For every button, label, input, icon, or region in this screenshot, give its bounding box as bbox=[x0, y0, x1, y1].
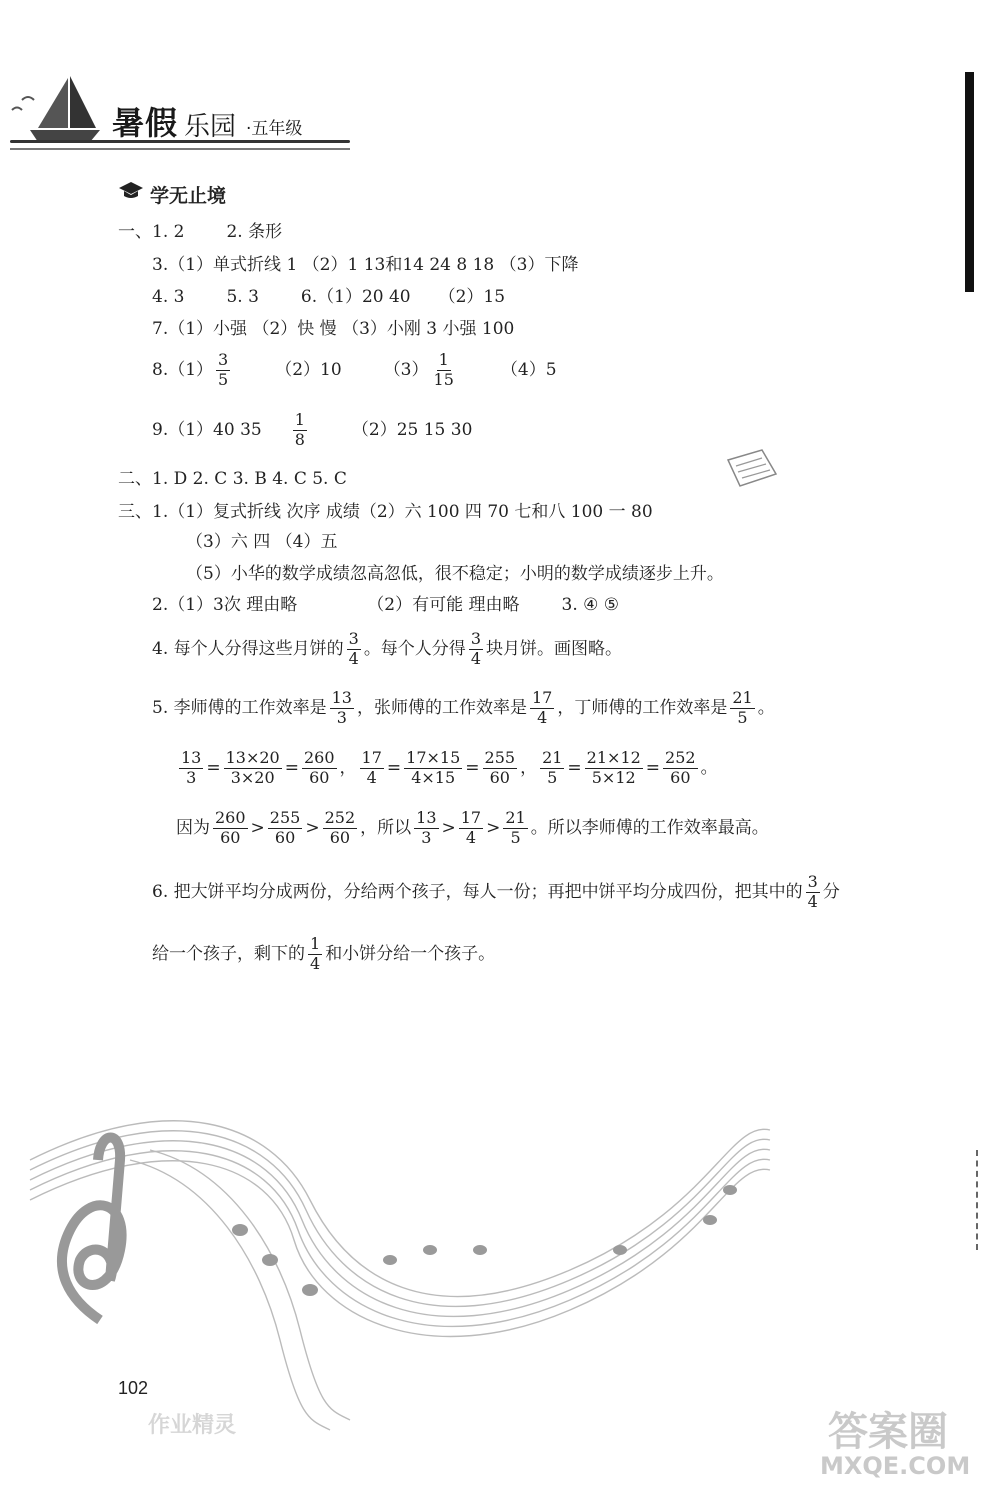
fraction: $\frac{3}{5}$ bbox=[218, 350, 229, 389]
page-edge-dashes bbox=[976, 1150, 980, 1250]
fraction: $\frac{3}{4}$ bbox=[348, 629, 359, 668]
answer-three-line-6: 6. 把大饼平均分成两份，分给两个孩子，每人一份；再把中饼平均分成四份，把其中的 $\frac{3}{4}$ 分 bbox=[152, 872, 840, 911]
answer-line-1 bbox=[118, 224, 282, 241]
paper-sticker-icon bbox=[722, 446, 782, 492]
page-number: 102 bbox=[118, 1378, 149, 1398]
page-edge-shadow bbox=[965, 72, 974, 292]
header-underline bbox=[10, 140, 350, 143]
fraction: $\frac{13}{3}$ bbox=[331, 688, 352, 727]
fraction: $\frac{3}{4}$ bbox=[470, 629, 481, 668]
answer-line-7: 7.（1）小强 （2）快 慢 （3）小刚 3 小强 100 bbox=[152, 319, 515, 339]
answer-line-4: 4. 3 5. 3 6.（1）20 40 （2）15 bbox=[152, 287, 506, 307]
fraction: $\frac{21}{5}$ bbox=[732, 688, 753, 727]
answer-three-because: 因为 $\frac{260}{60}$ > $\frac{255}{60}$ > $\frac{252}{60}$ ，所以 $\frac{13}{3}$ > $\frac{17}{4}$ > $\frac{21}{5}$ 。所以李师傅的工作效率最高。 bbox=[176, 808, 769, 847]
header-subtitle: 乐园 bbox=[184, 112, 237, 142]
answer-three-line-6b: 给一个孩子，剩下的 $\frac{1}{4}$ 和小饼分给一个孩子。 bbox=[152, 934, 496, 973]
answer-line-8: 8.（1） $\frac{3}{5}$ （2）10 （3） $\frac{1}{15}$ （4）5 bbox=[152, 350, 557, 389]
watermark-left: 作业精灵 bbox=[148, 1413, 237, 1438]
header-title: 暑假 bbox=[112, 104, 179, 142]
answer-line-9: 9.（1）40 35 $\frac{1}{8}$ （2）25 15 30 bbox=[152, 410, 473, 449]
header-underline-2 bbox=[10, 148, 350, 150]
answer-three-line-2: 2.（1）3次 理由略 （2）有可能 理由略 3. ④ ⑤ bbox=[152, 595, 620, 615]
answer-line-3: 3.（1）单式折线 1 （2）1 13和14 24 8 18 （3）下降 bbox=[152, 255, 579, 275]
fraction: $\frac{1}{15}$ bbox=[433, 350, 454, 389]
answer-three-line-5: 5. 李师傅的工作效率是 $\frac{13}{3}$ ，张师傅的工作效率是 $\frac{17}{4}$ ，丁师傅的工作效率是 $\frac{21}{5}$ 。 bbox=[152, 688, 775, 727]
answer-three-line-1: 三、1.（1）复式折线 次序 成绩（2）六 100 四 70 七和八 100 一 80 bbox=[118, 502, 653, 522]
answer-1: 一、1. 2 bbox=[118, 222, 185, 242]
header-grade: ·五年级 bbox=[246, 119, 303, 139]
sailboat-icon bbox=[8, 70, 108, 150]
watermark-right: 答案圈 bbox=[828, 1409, 948, 1455]
watermark-url: MXQE.COM bbox=[820, 1452, 971, 1480]
answer-three-line-1b: （3）六 四 （4）五 bbox=[186, 532, 338, 552]
answer-2: 2. 条形 bbox=[226, 222, 283, 242]
answer-part-two: 二、1. D 2. C 3. B 4. C 5. C bbox=[118, 469, 347, 489]
answer-three-line-4: 4. 每个人分得这些月饼的 $\frac{3}{4}$ 。每个人分得 $\frac{3}{4}$ 块月饼。画图略。 bbox=[152, 629, 622, 668]
fraction: $\frac{17}{4}$ bbox=[531, 688, 553, 727]
answer-three-calc: $\frac{13}{3}$ = $\frac{13\times 20}{3\times 20}$ = $\frac{260}{60}$ ， $\frac{17}{4}$ = $\frac{17\times 15}{4\times 15}$ = $\frac{255}{60}$ ， $\frac{21}{5}$ = $\frac{21\times 12}{5\times 12}$ = $\frac{252}{60}$ 。 bbox=[181, 748, 718, 787]
graduation-cap-icon bbox=[118, 180, 144, 200]
fraction: $\frac{1}{8}$ bbox=[294, 410, 305, 449]
section-title: 学无止境 bbox=[150, 185, 227, 207]
answer-three-line-1c: （5）小华的数学成绩忽高忽低，很不稳定；小明的数学成绩逐步上升。 bbox=[186, 564, 724, 584]
